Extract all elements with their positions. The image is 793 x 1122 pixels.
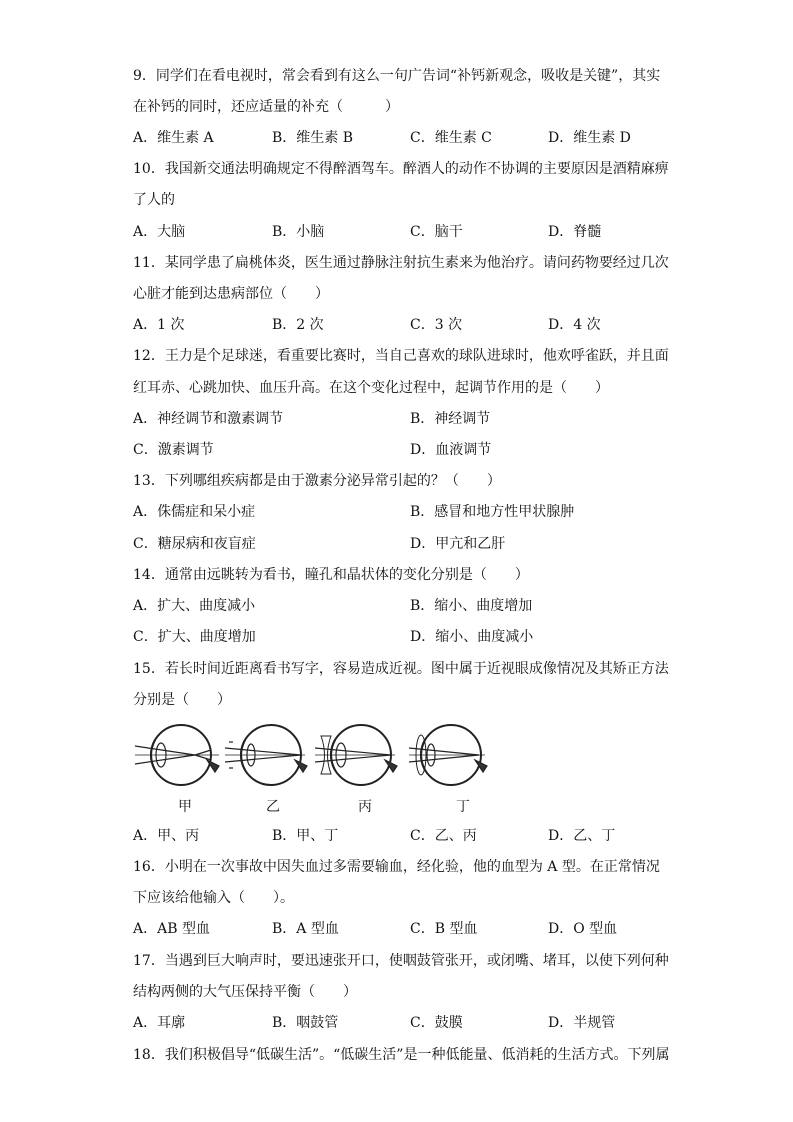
eye-diagram-bing (315, 725, 397, 785)
q15-option-d: D．乙、丁 (548, 828, 616, 844)
q14-option-d: D．缩小、曲度减小 (410, 629, 534, 645)
q12-option-d: D．血液调节 (410, 442, 492, 458)
q13-stem-line1: 13．下列哪组疾病都是由于激素分泌异常引起的？（ ） (133, 473, 501, 489)
q10-option-d: D．脊髓 (548, 224, 602, 240)
q13-option-c: C．糖尿病和夜盲症 (133, 536, 256, 552)
q16-option-b: B．A 型血 (272, 921, 339, 937)
q9-option-a: A．维生素 A (133, 130, 214, 146)
q10-option-b: B．小脑 (272, 224, 325, 240)
q11-stem-line1: 11．某同学患了扁桃体炎，医生通过静脉注射抗生素来为他治疗。请问药物要经过几次 (133, 255, 669, 271)
eye-diagrams-figure (133, 718, 533, 818)
eye-diagram-yi (225, 725, 307, 785)
q14-option-b: B．缩小、曲度增加 (410, 598, 533, 614)
eye-diagram-jia (135, 725, 219, 785)
q15-option-a: A．甲、丙 (133, 828, 200, 844)
q11-option-d: D．4 次 (548, 317, 601, 333)
q17-option-d: D．半规管 (548, 1015, 616, 1031)
q17-stem-line1: 17．当遇到巨大响声时，要迅速张开口，使咽鼓管张开，或闭嘴、堵耳，以使下列何种 (133, 953, 669, 969)
q9-stem-line1: 9．同学们在看电视时，常会看到有这么一句广告词“补钙新观念，吸收是关键”，其实 (133, 68, 661, 84)
q13-option-b: B．感冒和地方性甲状腺肿 (410, 504, 575, 520)
eye-diagram-ding (409, 725, 487, 785)
q12-stem-line2: 红耳赤、心跳加快、血压升高。在这个变化过程中，起调节作用的是（ ） (133, 380, 609, 396)
q14-option-a: A．扩大、曲度减小 (133, 598, 256, 614)
q17-option-b: B．咽鼓管 (272, 1015, 339, 1031)
q10-option-c: C．脑干 (410, 224, 463, 240)
q17-stem-line2: 结构两侧的大气压保持平衡（ ） (133, 984, 357, 1000)
q9-option-b: B．维生素 B (272, 130, 354, 146)
q11-option-c: C．3 次 (410, 317, 463, 333)
q15-option-b: B．甲、丁 (272, 828, 339, 844)
q9-option-d: D．维生素 D (548, 130, 631, 146)
q15-option-c: C．乙、丙 (410, 828, 477, 844)
figure-label-ding: 丁 (456, 799, 470, 815)
q13-option-a: A．侏儒症和呆小症 (133, 504, 256, 520)
q12-stem-line1: 12．王力是个足球迷，看重要比赛时，当自己喜欢的球队进球时，他欢呼雀跃，并且面 (133, 348, 669, 364)
q10-stem-line2: 了人的 (133, 192, 175, 208)
figure-label-jia: 甲 (178, 799, 192, 815)
q13-option-d: D．甲亢和乙肝 (410, 536, 506, 552)
q11-option-a: A．1 次 (133, 317, 185, 333)
q16-stem-line2: 下应该给他输入（ ）。 (133, 890, 294, 906)
figure-label-bing: 丙 (358, 799, 372, 815)
q18-stem-line1: 18．我们积极倡导“低碳生活”。“低碳生活”是一种低能量、低消耗的生活方式。下列属 (133, 1047, 670, 1063)
q12-option-b: B．神经调节 (410, 411, 491, 427)
q16-option-a: A．AB 型血 (133, 921, 210, 937)
q16-option-d: D．O 型血 (548, 921, 618, 937)
q10-stem-line1: 10．我国新交通法明确规定不得醉酒驾车。醉酒人的动作不协调的主要原因是酒精麻痹 (133, 161, 669, 177)
figure-label-yi: 乙 (266, 799, 280, 815)
q12-option-a: A．神经调节和激素调节 (133, 411, 284, 427)
q9-stem-line2: 在补钙的同时，还应适量的补充（ ） (133, 99, 399, 115)
q11-option-b: B．2 次 (272, 317, 324, 333)
q12-option-c: C．激素调节 (133, 442, 214, 458)
q10-option-a: A．大脑 (133, 224, 186, 240)
q16-option-c: C．B 型血 (410, 921, 478, 937)
q17-option-a: A．耳廓 (133, 1015, 186, 1031)
q14-stem-line1: 14．通常由远眺转为看书，瞳孔和晶状体的变化分别是（ ） (133, 567, 529, 583)
q15-stem-line2: 分别是（ ） (133, 692, 231, 708)
q17-option-c: C．鼓膜 (410, 1015, 463, 1031)
q15-stem-line1: 15．若长时间近距离看书写字，容易造成近视。图中属于近视眼成像情况及其矫正方法 (133, 661, 669, 677)
q16-stem-line1: 16．小明在一次事故中因失血过多需要输血，经化验，他的血型为 A 型。在正常情况 (133, 859, 660, 875)
q14-option-c: C．扩大、曲度增加 (133, 629, 256, 645)
q11-stem-line2: 心脏才能到达患病部位（ ） (133, 286, 329, 302)
q9-option-c: C．维生素 C (410, 130, 492, 146)
